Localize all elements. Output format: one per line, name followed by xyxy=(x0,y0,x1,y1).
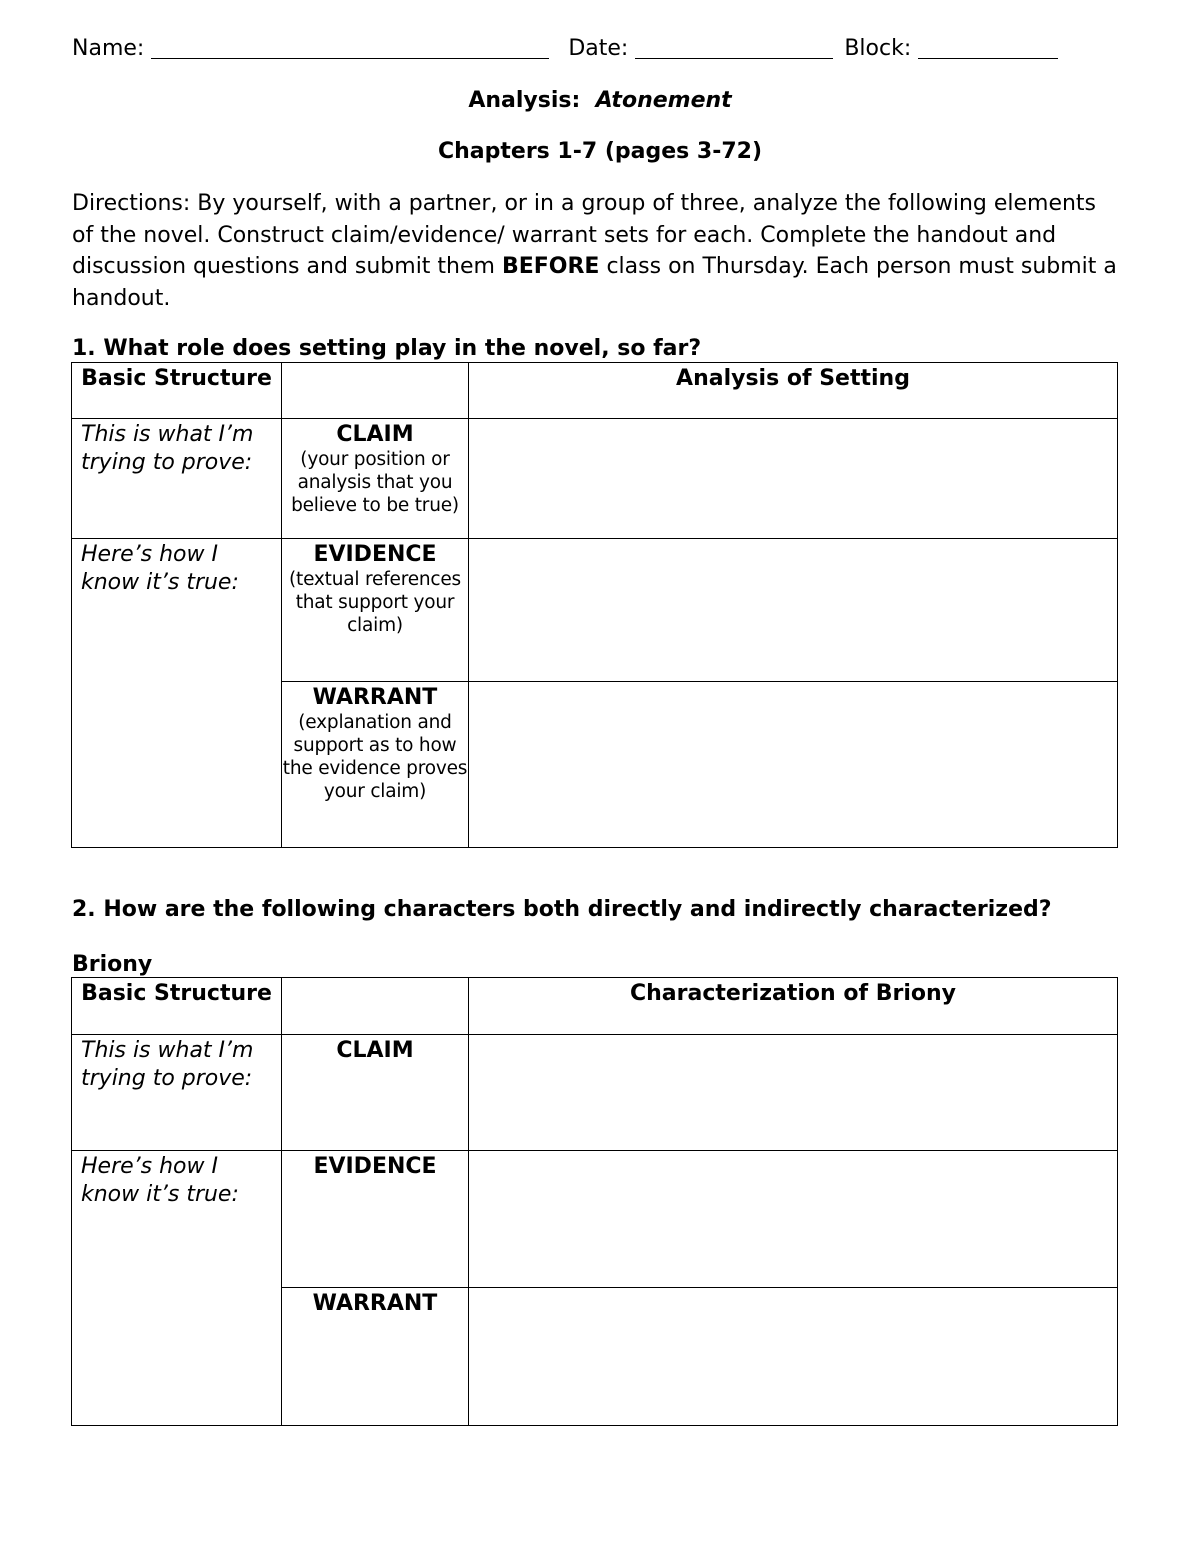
warrant-answer-cell[interactable] xyxy=(469,682,1118,848)
chapters-subtitle: Chapters 1-7 (pages 3-72) xyxy=(437,139,763,164)
page-title xyxy=(0,88,1200,113)
directions-emphasis: BEFORE xyxy=(501,254,600,279)
basic-structure-header: Basic Structure xyxy=(72,978,282,1035)
evidence-label: EVIDENCE xyxy=(313,1154,437,1179)
blank-header-cell xyxy=(282,363,469,419)
claim-row xyxy=(72,1035,1118,1151)
prove-cell: This is what I’m trying to prove: xyxy=(72,1035,282,1151)
evidence-description: (textual references that support your claim) xyxy=(289,569,461,636)
directions-part1: Directions: By yourself, with a partner, or in a group of three, analyze the following elements of the novel. Construct claim/evidence/ warrant sets for each. Complete the handout and discussion questions and submit them xyxy=(72,191,1097,279)
block-label: Block: xyxy=(844,36,912,61)
warrant-label-cell xyxy=(282,1288,469,1426)
evidence-label-cell xyxy=(282,1151,469,1288)
question-1: 1. What role does setting play in the novel, so far? xyxy=(72,336,702,361)
claim-label: CLAIM xyxy=(336,422,414,447)
know-cell: Here’s how I know it’s true: xyxy=(72,1151,282,1426)
setting-table xyxy=(71,362,1118,848)
claim-row xyxy=(72,419,1118,539)
claim-label: CLAIM xyxy=(336,1038,414,1063)
claim-answer-cell[interactable] xyxy=(469,1035,1118,1151)
blank-header-cell xyxy=(282,978,469,1035)
table-header-row xyxy=(72,978,1118,1035)
evidence-label-cell xyxy=(282,539,469,682)
table-header-row xyxy=(72,363,1118,419)
title-book: Atonement xyxy=(595,88,732,113)
title-prefix: Analysis: xyxy=(468,88,581,113)
warrant-label: WARRANT xyxy=(312,1291,438,1316)
directions-part2: class on Thursday. Each person must submit a handout. xyxy=(72,254,1117,311)
name-field[interactable] xyxy=(151,36,549,59)
evidence-answer-cell[interactable] xyxy=(469,539,1118,682)
warrant-label-cell xyxy=(282,682,469,848)
evidence-row xyxy=(72,1151,1118,1288)
block-field[interactable] xyxy=(918,36,1058,59)
evidence-label: EVIDENCE xyxy=(313,542,437,567)
warrant-label: WARRANT xyxy=(312,685,438,710)
claim-label-cell xyxy=(282,1035,469,1151)
warrant-description: (explanation and support as to how the evidence proves your claim) xyxy=(282,712,468,802)
warrant-answer-cell[interactable] xyxy=(469,1288,1118,1426)
date-field[interactable] xyxy=(635,36,833,59)
directions-paragraph xyxy=(72,188,1122,314)
claim-answer-cell[interactable] xyxy=(469,419,1118,539)
basic-structure-header: Basic Structure xyxy=(72,363,282,419)
character-heading: Briony xyxy=(72,952,153,977)
header-line xyxy=(72,36,1058,61)
claim-label-cell xyxy=(282,419,469,539)
evidence-row xyxy=(72,539,1118,682)
know-cell: Here’s how I know it’s true: xyxy=(72,539,282,848)
date-label: Date: xyxy=(568,36,629,61)
characterization-header: Characterization of Briony xyxy=(469,978,1118,1035)
prove-cell: This is what I’m trying to prove: xyxy=(72,419,282,539)
evidence-answer-cell[interactable] xyxy=(469,1151,1118,1288)
question-2: 2. How are the following characters both directly and indirectly characterized? xyxy=(72,897,1052,922)
analysis-header: Analysis of Setting xyxy=(469,363,1118,419)
claim-description: (your position or analysis that you believe to be true) xyxy=(291,449,459,516)
name-label: Name: xyxy=(72,36,145,61)
briony-table xyxy=(71,977,1118,1426)
